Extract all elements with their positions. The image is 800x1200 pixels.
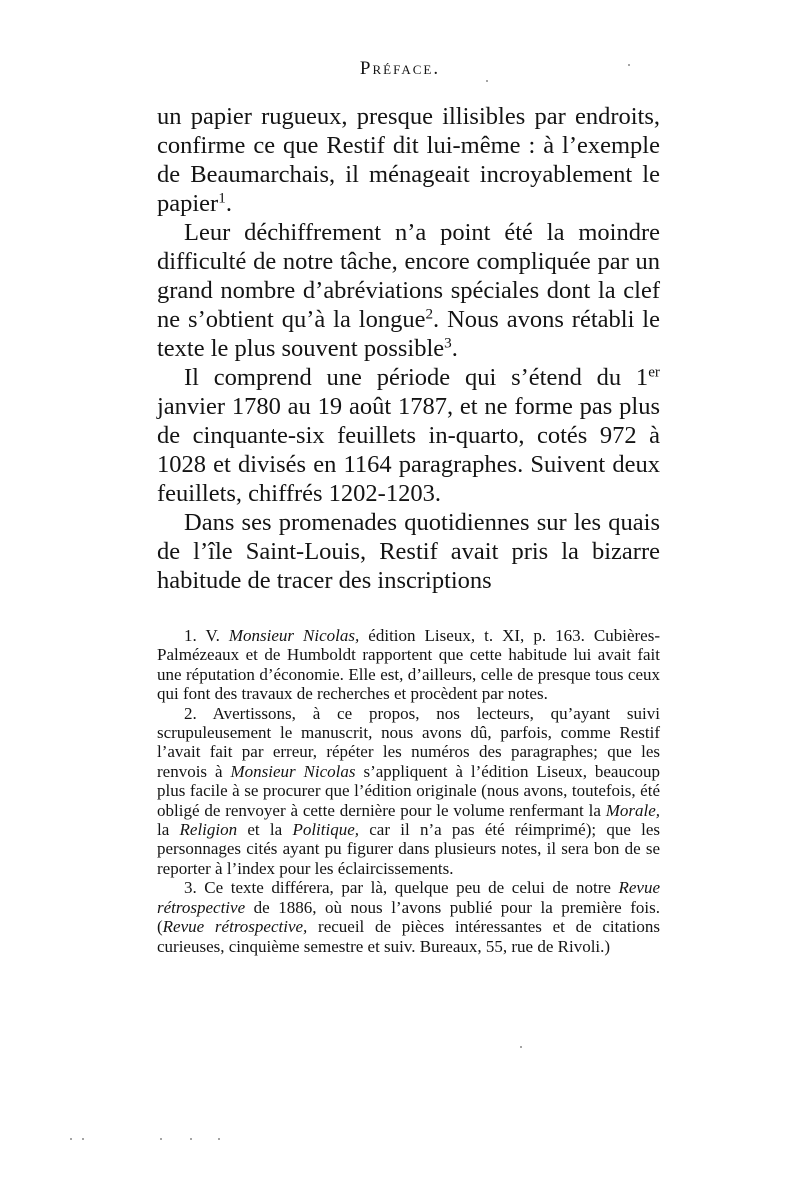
text-run: 3. Ce texte différera, par là, quelque peu de celui de notre xyxy=(184,878,619,898)
text-run: . xyxy=(451,335,458,362)
text-run: s’appliquent à l’édition Liseux, beaucoup plus facile à se procurer que l’édition originale (nous avons, toutefois, été obligé de renvoyer à cette dernière pour le volume renfermant la xyxy=(157,761,661,820)
scan-speck xyxy=(82,1138,84,1140)
italic-text: Religion xyxy=(179,820,238,840)
paragraph xyxy=(157,218,660,363)
text-run: . Nous avons rétabli le texte le plus souvent possible xyxy=(157,306,660,362)
text-run: édition Liseux, t. XI, p. 163. Cubières-Palmézeaux et de Humboldt rapportent que cette habitude lui avait fait une réputation d’économie. Elle est, d’ailleurs, celle de presque tous ceux qui font des travaux de recherches et procèdent par notes. xyxy=(157,626,661,704)
paragraph xyxy=(157,102,660,218)
text-run: Il comprend une période qui s’étend du 1 xyxy=(184,364,649,391)
note-reference: er xyxy=(648,363,660,381)
main-text xyxy=(157,102,660,595)
italic-text: Politique, xyxy=(292,820,360,840)
running-header: Préface. xyxy=(359,58,441,79)
italic-text: Monsieur Nicolas xyxy=(230,761,356,781)
scan-speck xyxy=(628,64,630,66)
italic-text: Revue rétrospective xyxy=(157,878,660,917)
text-run: car il n’a pas été réimprimé); que les personnages cités ayant pu figurer dans plusieurs notes, il sera bon de se reporter à l’index pour les éclaircissements. xyxy=(157,820,661,878)
text-run: janvier 1780 au 19 août 1787, et ne forme pas plus de cinquante-six feuillets in-quarto, cotés 972 à 1028 et divisés en 1164 paragraphes. Suivent deux feuillets, chiffrés 1202-1203. xyxy=(157,393,660,507)
note-reference: 1 xyxy=(218,189,226,207)
footnote xyxy=(157,878,660,956)
note-reference: 3 xyxy=(444,334,452,352)
scan-speck xyxy=(218,1138,220,1140)
text-run: et la xyxy=(237,820,293,840)
paragraph xyxy=(157,508,660,595)
text-run: de 1886, où nous l’avons publié pour la première fois. ( xyxy=(157,897,660,937)
scan-speck xyxy=(70,1138,72,1140)
text-run: Leur déchiffrement n’a point été la moindre difficulté de notre tâche, encore compliquée par un grand nombre d’abréviations spéciales dont la clef ne s’obtient qu’à la longue xyxy=(157,219,660,333)
scan-speck xyxy=(520,1046,522,1048)
scan-speck xyxy=(190,1138,192,1140)
italic-text: Morale, xyxy=(605,800,660,820)
footnote xyxy=(157,626,660,704)
text-run: recueil de pièces intéressantes et de citations curieuses, cinquième semestre et suiv. Bureaux, 55, rue de Rivoli.) xyxy=(157,917,660,956)
italic-text: Monsieur Nicolas, xyxy=(228,626,360,645)
text-run: 2. Avertissons, à ce propos, nos lecteurs, qu’ayant suivi scrupuleusement le manuscrit, nous avons dû, parfois, comme Restif l’avait fait par erreur, répéter les numéros des paragraphes; que les renvois à xyxy=(157,703,660,781)
text-run: la xyxy=(157,820,180,840)
footnote xyxy=(157,704,660,879)
note-reference: 2 xyxy=(425,305,434,323)
scan-speck xyxy=(160,1138,162,1140)
text-run: 1. V. xyxy=(184,626,229,645)
text-run: un papier rugueux, presque illisibles par endroits, confirme ce que Restif dit lui-même : à l’exemple de Beaumarchais, il ménageait incroyablement le papier xyxy=(157,103,660,217)
text-run: Dans ses promenades quotidiennes sur les quais de l’île Saint-Louis, Restif avait pris la bizarre habitude de tracer des inscriptions xyxy=(157,509,660,594)
paragraph xyxy=(157,363,660,508)
italic-text: Revue rétrospective, xyxy=(162,917,308,937)
footnotes xyxy=(157,626,660,956)
scan-speck xyxy=(486,80,488,82)
text-run: . xyxy=(225,190,232,217)
